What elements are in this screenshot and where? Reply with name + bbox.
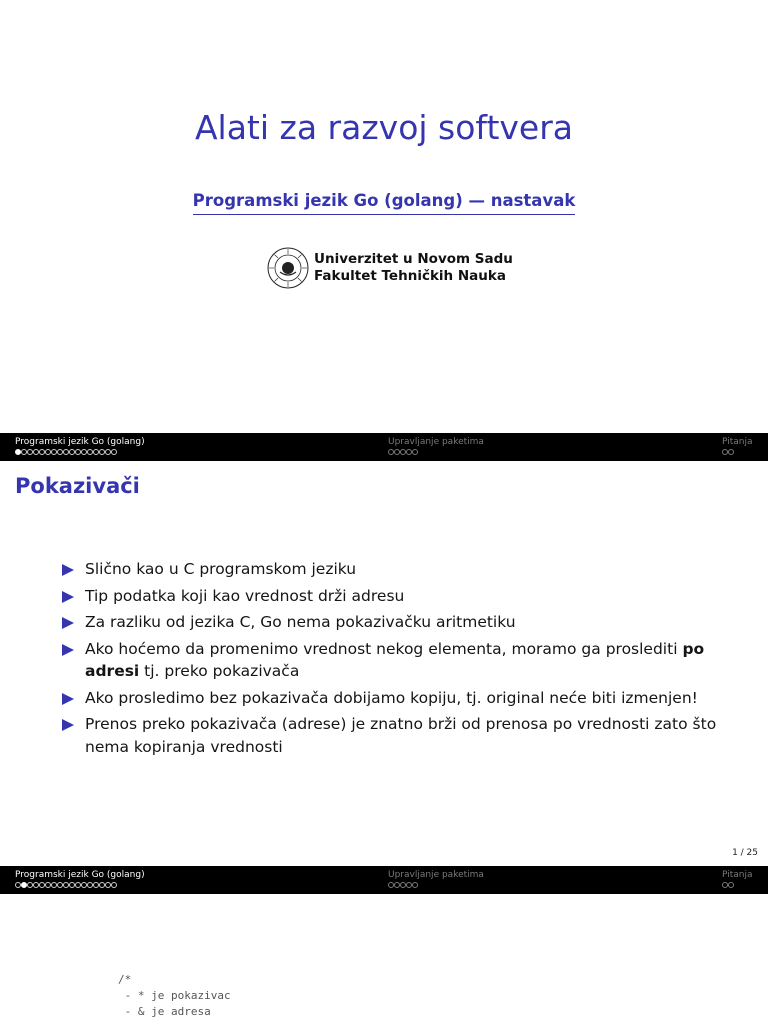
nav-section-packages[interactable] xyxy=(388,870,484,891)
subtitle-text: Programski jezik Go (golang) — nastavak xyxy=(193,191,576,215)
institution-block xyxy=(266,246,513,290)
nav-progress-dots xyxy=(388,447,484,458)
nav-section-go[interactable] xyxy=(15,437,145,458)
nav-section-questions[interactable] xyxy=(722,870,753,891)
navigation-bar xyxy=(0,433,768,461)
bullet-triangle-icon xyxy=(62,644,74,656)
institution-text xyxy=(314,251,513,285)
bullet-triangle-icon xyxy=(62,591,74,603)
bullet-list xyxy=(62,558,742,762)
nav-dot[interactable] xyxy=(111,882,117,888)
nav-dot[interactable] xyxy=(412,449,418,455)
nav-section-packages[interactable] xyxy=(388,437,484,458)
presentation-subtitle xyxy=(0,191,768,215)
bullet-item: Prenos preko pokazivača (adrese) je znatno brži od prenosa po vrednosti zato što nema kopiranja vrednosti xyxy=(62,713,742,758)
nav-section-questions[interactable] xyxy=(722,437,753,458)
bullet-triangle-icon xyxy=(62,617,74,629)
nav-section-label: Upravljanje paketima xyxy=(388,870,484,880)
faculty-name: Fakultet Tehničkih Nauka xyxy=(314,268,506,284)
bullet-triangle-icon xyxy=(62,564,74,576)
page-number: 1 / 25 xyxy=(732,848,758,858)
bullet-item: Za razliku od jezika C, Go nema pokazivačku aritmetiku xyxy=(62,611,742,634)
nav-dot[interactable] xyxy=(728,449,734,455)
code-block: /* - * je pokazivac - & je adresa xyxy=(118,973,231,1018)
bullet-item: Ako hoćemo da promenimo vrednost nekog elementa, moramo ga proslediti po adresi tj. preko pokazivača xyxy=(62,638,742,683)
presentation-title: Alati za razvoj softvera xyxy=(194,108,574,147)
bullet-triangle-icon xyxy=(62,719,74,731)
nav-dot[interactable] xyxy=(111,449,117,455)
nav-section-label: Pitanja xyxy=(722,870,753,880)
nav-section-label: Pitanja xyxy=(722,437,753,447)
bullet-item: Ako prosledimo bez pokazivača dobijamo kopiju, tj. original neće biti izmenjen! xyxy=(62,687,742,710)
bullet-triangle-icon xyxy=(62,693,74,705)
nav-progress-dots xyxy=(722,447,753,458)
nav-progress-dots xyxy=(15,447,145,458)
nav-section-label: Programski jezik Go (golang) xyxy=(15,437,145,447)
nav-dot[interactable] xyxy=(412,882,418,888)
bullet-item: Tip podatka koji kao vrednost drži adresu xyxy=(62,585,742,608)
university-name: Univerzitet u Novom Sadu xyxy=(314,251,513,267)
nav-section-go[interactable] xyxy=(15,870,145,891)
navigation-bar xyxy=(0,866,768,894)
nav-section-label: Programski jezik Go (golang) xyxy=(15,870,145,880)
emphasis-text: po adresi xyxy=(85,639,705,680)
university-seal-icon xyxy=(266,246,310,290)
nav-progress-dots xyxy=(722,880,753,891)
bullet-item: Slično kao u C programskom jeziku xyxy=(62,558,742,581)
nav-progress-dots xyxy=(15,880,145,891)
nav-progress-dots xyxy=(388,880,484,891)
nav-dot[interactable] xyxy=(728,882,734,888)
frame-title: Pokazivači xyxy=(15,474,140,498)
nav-section-label: Upravljanje paketima xyxy=(388,437,484,447)
